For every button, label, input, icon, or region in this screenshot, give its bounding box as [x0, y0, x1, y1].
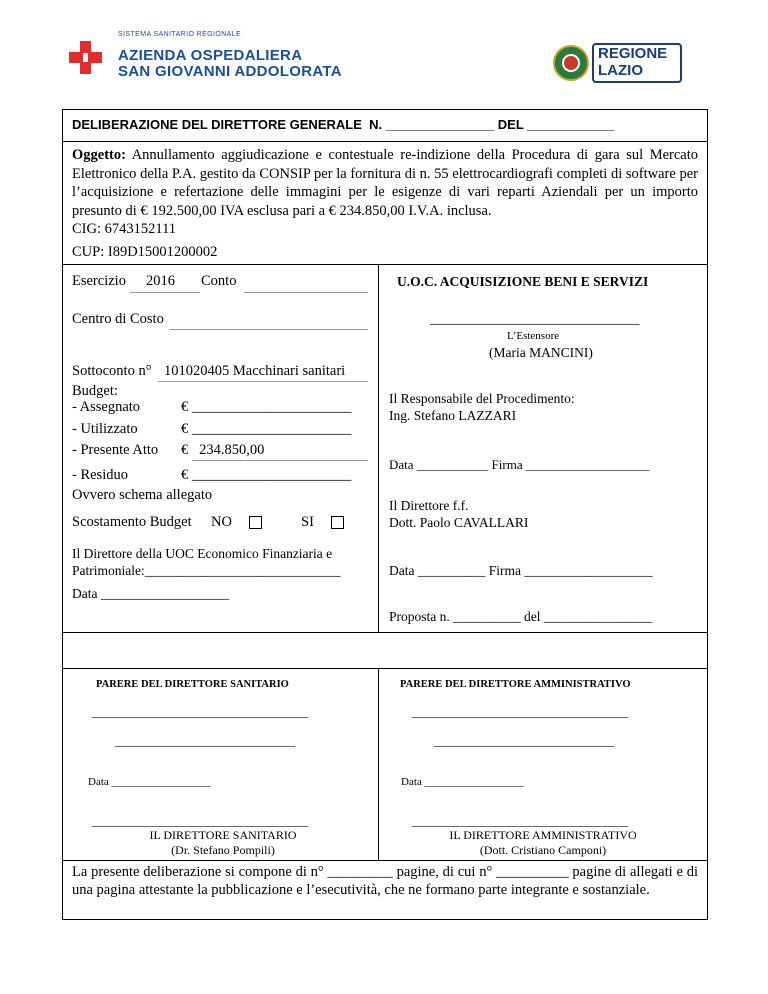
esercizio-underline: [130, 292, 200, 293]
uoc-acquisizione-title: U.O.C. ACQUISIZIONE BENI E SERVIZI: [397, 274, 649, 289]
direttore-sanitario-role: IL DIRETTORE SANITARIO: [149, 828, 297, 842]
sottoconto-label: Sottoconto n°: [72, 363, 152, 379]
conto-label: Conto: [201, 273, 237, 289]
oggetto-text: [72, 146, 698, 220]
direttore-amministrativo-role: IL DIRETTORE AMMINISTRATIVO: [449, 828, 637, 842]
data-firma-responsabile: Data ___________ Firma ___________________: [389, 457, 650, 472]
uoc-economico-line1: Il Direttore della UOC Economico Finanziaria e: [72, 546, 333, 561]
presente-atto-label: - Presente Atto: [72, 442, 159, 458]
page-title: DELIBERAZIONE DEL DIRETTORE GENERALE N. _______________ DEL ____________: [72, 117, 614, 132]
parere-amministrativo-title: PARERE DEL DIRETTORE AMMINISTRATIVO: [400, 679, 631, 690]
data-uoc-economico: Data ___________________: [72, 586, 230, 601]
proposta: Proposta n. __________ del ________________: [389, 609, 652, 624]
responsabile-label: Il Responsabile del Procedimento:: [389, 391, 575, 406]
direttore-sanitario-name: (Dr. Stefano Pompili): [171, 843, 275, 857]
si-checkbox[interactable]: [331, 515, 344, 533]
region-line1: REGIONE: [598, 45, 668, 62]
direttore-amministrativo-name: (Dott. Cristiano Camponi): [479, 843, 607, 857]
conto-underline: [244, 292, 368, 293]
no-checkbox[interactable]: [249, 515, 262, 533]
assegnato-value: € ______________________: [181, 399, 352, 415]
divider: [62, 860, 708, 861]
direttore-ff-label: Il Direttore f.f.: [389, 498, 469, 513]
centro-costo-underline: [170, 329, 368, 330]
esercizio-label: Esercizio: [72, 273, 126, 289]
schema-allegato: Ovvero schema allegato: [72, 487, 213, 503]
sottoconto-underline: [158, 381, 368, 382]
estensore-label: L’Estensore: [507, 330, 560, 342]
parere-sanitario-line2: ______________________________: [115, 734, 295, 748]
column-divider: [378, 264, 379, 632]
presente-atto-value: € 234.850,00: [181, 442, 265, 458]
presente-underline: [192, 460, 368, 461]
parere-sanitario-data: Data __________________: [88, 776, 211, 788]
parere-amministrativo-data: Data __________________: [401, 776, 524, 788]
divider: [62, 141, 708, 142]
uoc-economico-line2: Patrimoniale:_____________________________: [72, 563, 341, 578]
red-cross-icon-center: [83, 53, 88, 62]
parere-amministrativo-line2: ______________________________: [434, 734, 614, 748]
column-divider: [378, 668, 379, 860]
estensore-line: _______________________________: [430, 311, 640, 326]
divider: [62, 632, 708, 633]
no-label: NO: [211, 514, 232, 530]
oggetto-label: Oggetto:: [72, 147, 126, 163]
amministrativo-sign-line: ____________________________________: [412, 814, 628, 828]
utilizzato-value: € ______________________: [181, 421, 352, 437]
hospital-name-line2: SAN GIOVANNI ADDOLORATA: [118, 63, 342, 80]
cig: CIG: 6743152111: [72, 221, 177, 237]
region-line2: LAZIO: [598, 62, 643, 79]
scostamento-label: Scostamento Budget: [72, 514, 192, 530]
utilizzato-label: - Utilizzato: [72, 421, 138, 437]
sottoconto-value: 101020405 Macchinari sanitari: [164, 363, 346, 379]
estensore-name: (Maria MANCINI): [489, 345, 593, 360]
lazio-emblem-icon: [553, 45, 589, 81]
budget-label: Budget:: [72, 383, 118, 399]
system-label: SISTEMA SANITARIO REGIONALE: [118, 31, 242, 38]
divider: [62, 264, 708, 265]
hospital-name-line1: AZIENDA OSPEDALIERA: [118, 47, 303, 64]
residuo-label: - Residuo: [72, 467, 128, 483]
parere-sanitario-title: PARERE DEL DIRETTORE SANITARIO: [96, 679, 289, 690]
responsabile-name: Ing. Stefano LAZZARI: [389, 408, 517, 423]
assegnato-label: - Assegnato: [72, 399, 141, 415]
data-firma-direttore: Data __________ Firma ___________________: [389, 563, 653, 578]
parere-amministrativo-line1: ____________________________________: [412, 705, 628, 719]
esercizio-value: 2016: [146, 273, 175, 289]
direttore-ff-name: Dott. Paolo CAVALLARI: [389, 515, 529, 530]
parere-sanitario-line1: ____________________________________: [92, 705, 308, 719]
cup: CUP: I89D15001200002: [72, 244, 218, 260]
oggetto-body: Annullamento aggiudicazione e contestuale re-indizione della Procedura di gara sul Mercato Elettronico della P.A. gestito da CONSIP per la fornitura di n. 55 elettrocardiografi completi di software per l’acquisizione e refertazione delle immagini per le esigenze di vari reparti Aziendali per un importo presunto di € 192.500,00 IVA esclusa pari a € 234.850,00 I.V.A. inclusa.: [72, 147, 698, 219]
sanitario-sign-line: ____________________________________: [92, 814, 308, 828]
si-label: SI: [301, 514, 314, 530]
centro-costo-label: Centro di Costo: [72, 311, 164, 327]
divider: [62, 668, 708, 669]
footer-text: La presente deliberazione si compone di n° _________ pagine, di cui n° __________ pagine di allegati e di una pagina attestante la pubblicazione e l’esecutività, che ne formano parte integrante e sostanziale.: [72, 864, 698, 898]
residuo-value: € ______________________: [181, 467, 352, 483]
